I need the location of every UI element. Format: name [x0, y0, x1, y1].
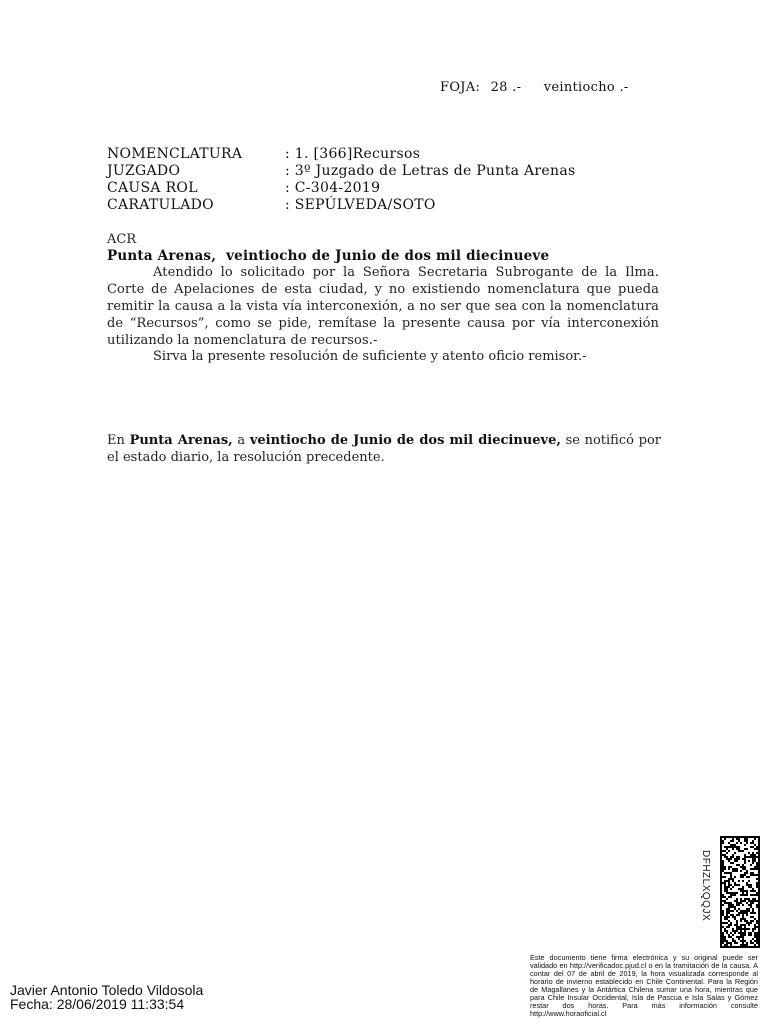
meta-value: : 1. [366]Recursos	[285, 146, 421, 162]
notification-date: veintiocho de Junio de dos mil diecinueve,	[249, 433, 561, 448]
meta-row-causa-rol	[107, 180, 380, 196]
notification-paragraph	[107, 432, 661, 466]
initials: ACR	[107, 232, 137, 247]
notification-suffix: se notificó por el estado diario, la resolución precedente.	[107, 433, 662, 465]
notification-place: Punta Arenas,	[129, 433, 233, 448]
meta-row-juzgado	[107, 163, 575, 179]
resolution-date: veintiocho de Junio de dos mil diecinueve	[226, 248, 550, 264]
resolution-paragraph-2: Sirva la presente resolución de suficiente y atento oficio remisor.-	[153, 349, 587, 364]
meta-row-caratulado	[107, 197, 436, 213]
meta-label: CAUSA ROL	[107, 180, 198, 196]
resolution-paragraph-1: Atendido lo solicitado por la Señora Secretaria Subrogante de la Ilma. Corte de Apelaciones de esta ciudad, y no existiendo nomenclatura que pueda remitir la causa a la vista vía interconexión, a no ser que sea con la nomenclatura de “Recursos”, como se pide, remítase la presente causa por vía interconexión utilizando la nomenclatura de recursos.-	[107, 265, 659, 348]
foja-words: veintiocho .-	[543, 80, 629, 95]
meta-label: NOMENCLATURA	[107, 146, 243, 162]
meta-value: : C-304-2019	[285, 180, 381, 196]
signature-date: Fecha: 28/06/2019 11:33:54	[10, 996, 185, 1012]
foja-line	[440, 80, 629, 95]
meta-value: : SEPÚLVEDA/SOTO	[285, 197, 436, 213]
meta-label: JUZGADO	[107, 163, 181, 179]
foja-label: FOJA:	[440, 80, 481, 95]
verification-code: DFHZLXQQJX	[700, 850, 711, 922]
foja-number: 28 .-	[490, 80, 522, 95]
meta-value: : 3º Juzgado de Letras de Punta Arenas	[285, 163, 576, 179]
barcode-image	[720, 836, 760, 948]
resolution-place: Punta Arenas,	[107, 248, 217, 264]
resolution-heading	[107, 248, 549, 264]
signer-name: Javier Antonio Toledo Vildosola	[10, 982, 204, 998]
verification-notice: Este documento tiene firma electrónica y su original puede ser validado en http://verificadoc.pjud.cl o en la tramitación de la causa. A contar del 07 de abril de 2019, la hora visualizada corresponde al horario de invierno establecido en Chile Continental. Para la Región de Magallanes y la Antártica Chilena sumar una hora, mientras que para Chile Insular Occidental, Isla de Pascua e Isla Salas y Gómez restar dos horas. Para más información consulte http://www.horaoficial.cl	[530, 953, 758, 1018]
meta-row-nomenclatura	[107, 146, 420, 162]
meta-label: CARATULADO	[107, 197, 214, 213]
notification-connector: a	[237, 433, 246, 448]
notification-prefix: En	[107, 433, 125, 448]
